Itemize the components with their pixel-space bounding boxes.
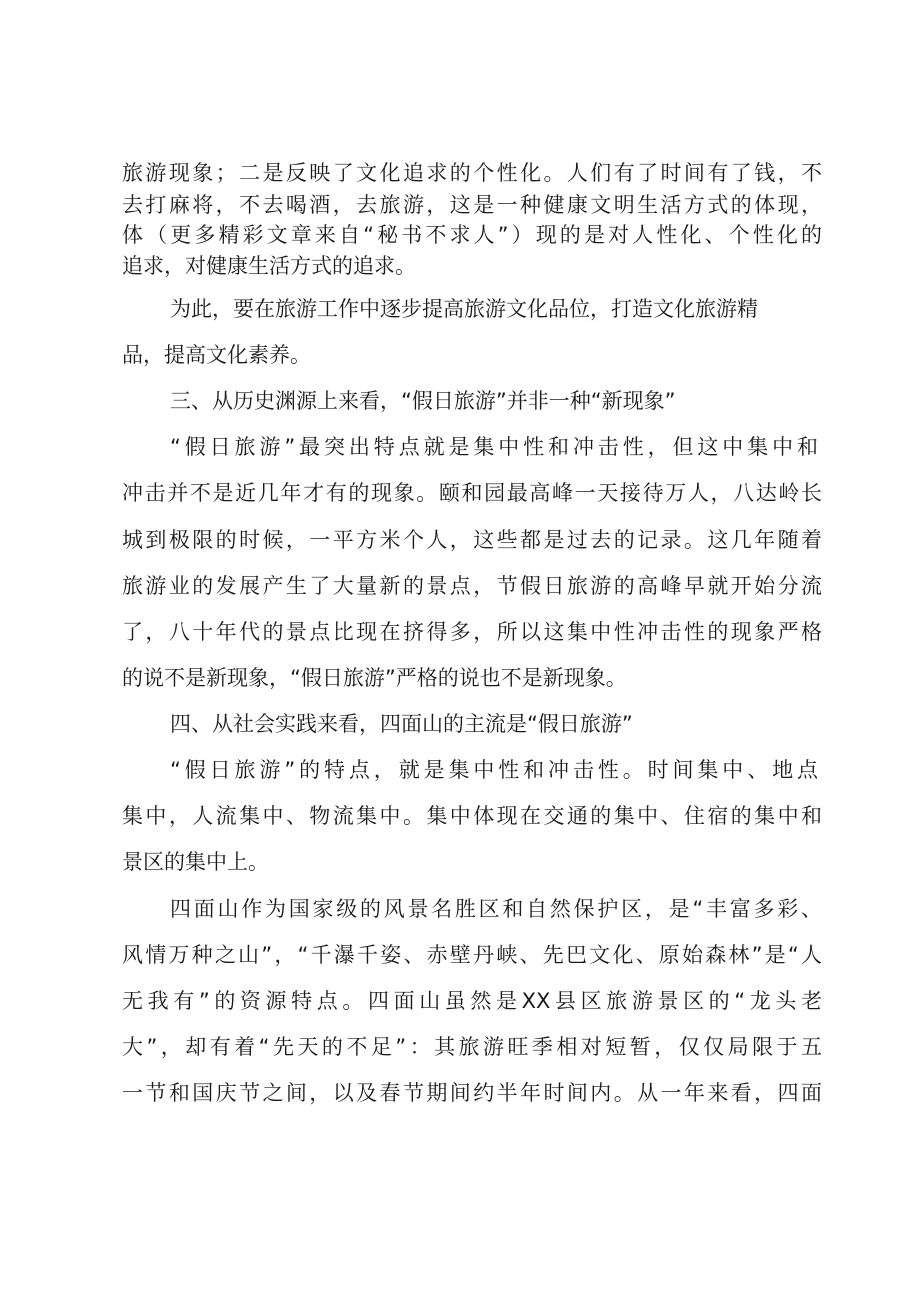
text-line: “假日旅游”的特点，就是集中性和冲击性。时间集中、地点 xyxy=(170,758,818,782)
section-heading: 四、从社会实践来看，四面山的主流是“假日旅游” xyxy=(170,712,633,736)
text-line: 景区的集中上。 xyxy=(122,850,269,874)
text-line: 无我有”的资源特点。四面山虽然是XX县区旅游景区的“龙头老 xyxy=(122,989,822,1013)
text-line: 去打麻将，不去喝酒，去旅游，这是一种健康文明生活方式的体现， xyxy=(122,193,822,217)
text-line: 体（更多精彩文章来自“秘书不求人”）现的是对人性化、个性化的 xyxy=(122,223,822,247)
text-line: 了，八十年代的景点比现在挤得多，所以这集中性冲击性的现象严格 xyxy=(122,620,822,644)
section-heading: 三、从历史渊源上来看，“假日旅游”并非一种“新现象” xyxy=(170,389,676,413)
text-line: 风情万种之山”，“千瀑千姿、赤壁丹峡、先巴文化、原始森林”是“人 xyxy=(122,943,822,967)
text-line: 为此，要在旅游工作中逐步提高旅游文化品位，打造文化旅游精 xyxy=(170,297,758,321)
text-line: 的说不是新现象，“假日旅游”严格的说也不是新现象。 xyxy=(122,666,627,690)
text-line: 追求，对健康生活方式的追求。 xyxy=(122,254,416,278)
text-line: 一节和国庆节之间，以及春节期间约半年时间内。从一年来看，四面 xyxy=(122,1081,822,1105)
text-line: 旅游业的发展产生了大量新的景点，节假日旅游的高峰早就开始分流 xyxy=(122,574,822,598)
text-line: 品，提高文化素养。 xyxy=(122,343,311,367)
text-line: “假日旅游”最突出特点就是集中性和冲击性，但这中集中和 xyxy=(170,435,818,459)
text-line: 集中，人流集中、物流集中。集中体现在交通的集中、住宿的集中和 xyxy=(122,804,822,828)
text-line: 旅游现象；二是反映了文化追求的个性化。人们有了时间有了钱，不 xyxy=(122,161,822,185)
text-line: 城到极限的时候，一平方米个人，这些都是过去的记录。这几年随着 xyxy=(122,528,822,552)
text-line: 冲击并不是近几年才有的现象。颐和园最高峰一天接待万人，八达岭长 xyxy=(122,481,822,505)
text-line: 四面山作为国家级的风景名胜区和自然保护区，是“丰富多彩、 xyxy=(170,897,822,921)
text-line: 大”，却有着“先天的不足”：其旅游旺季相对短暂，仅仅局限于五 xyxy=(122,1035,822,1059)
